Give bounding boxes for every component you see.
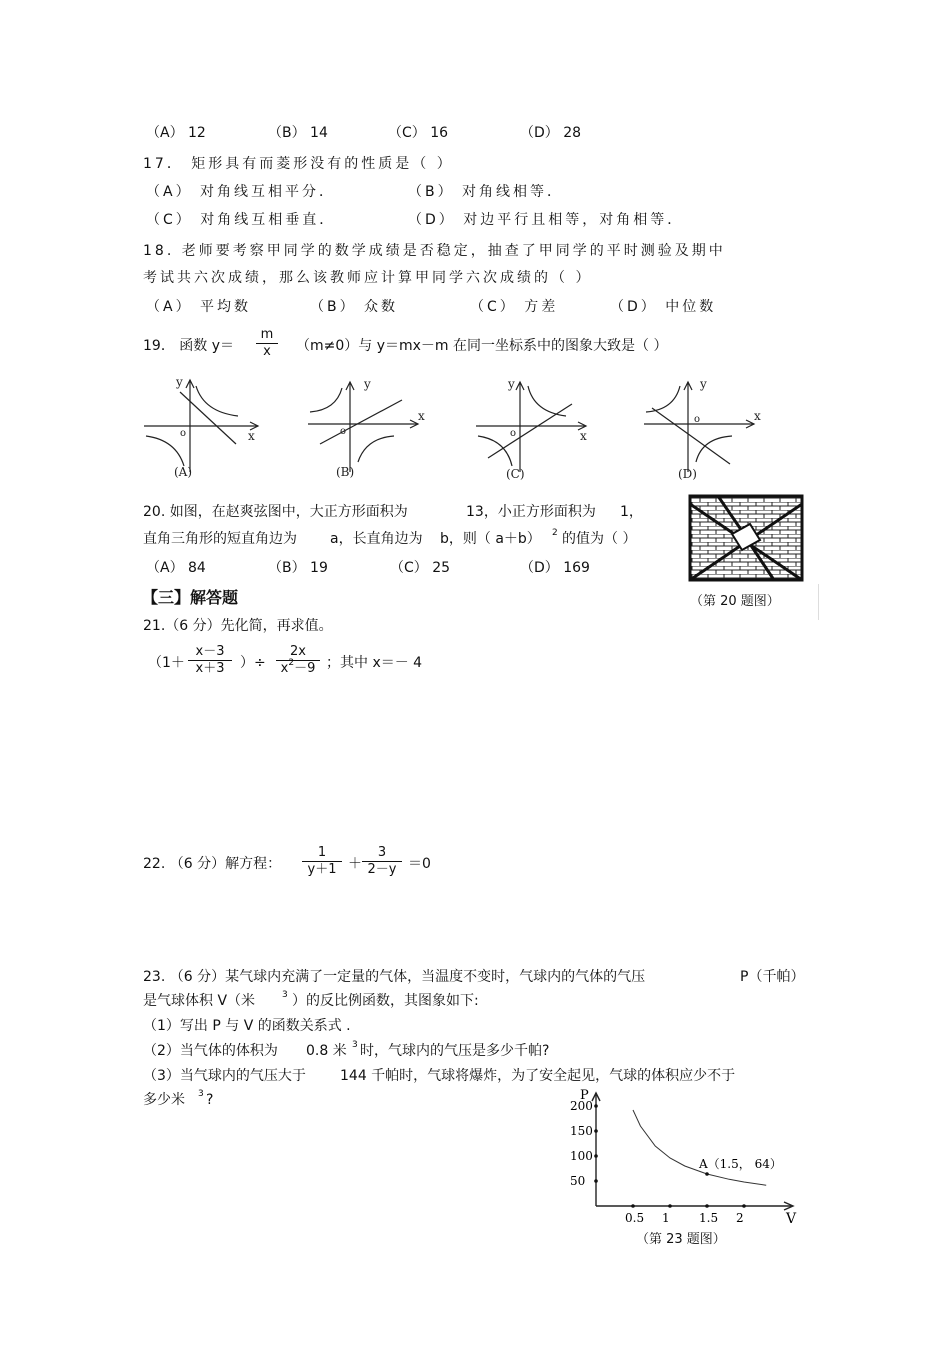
- graph-b: [308, 382, 418, 472]
- graph-c-label: (C): [506, 467, 525, 481]
- q21-stem: 21.（6 分）先化简，再求值。: [143, 618, 333, 634]
- q23-part-4b: ?: [206, 1092, 214, 1108]
- q22-plus: ＋: [348, 856, 362, 872]
- y-tick-label: 100: [570, 1149, 593, 1163]
- q22-fraction-2: [362, 845, 402, 878]
- graph-d: [644, 382, 754, 472]
- hyperbola-curve: [633, 1110, 766, 1185]
- x-tick-mark: [668, 1204, 672, 1208]
- q20-line1-c: 1，: [620, 504, 643, 520]
- q17-stem: 17． 矩形具有而菱形没有的性质是（ ）: [143, 156, 454, 172]
- graph-a-x: x: [248, 429, 255, 443]
- q18-option-c: （C） 方差: [470, 299, 559, 315]
- q19-suffix: （m≠0）与 y＝mx－m 在同一坐标系中的图象大致是（ ）: [296, 338, 668, 354]
- q20-line2-c: b，则（ a＋b）: [440, 531, 541, 547]
- q23-part-1: （1）写出 P 与 V 的函数关系式 .: [143, 1018, 351, 1034]
- graph-a-y: y: [176, 375, 183, 389]
- q16-option-a: （A） 12: [146, 125, 206, 141]
- q20-option-b: （B） 19: [268, 560, 328, 576]
- q23-part-2b: 0.8 米: [306, 1043, 347, 1059]
- q17-option-d: （D） 对边平行且相等，对角相等．: [408, 212, 685, 228]
- q22-f1-denominator: y＋1: [307, 862, 337, 877]
- graph-d-y: y: [700, 377, 707, 391]
- graph-c-x: x: [580, 429, 587, 443]
- q20-line1-b: 13，小正方形面积为: [466, 504, 596, 520]
- q19-numerator: m: [256, 327, 278, 344]
- q19-denominator: x: [263, 344, 271, 359]
- graph-d-x: x: [754, 409, 761, 423]
- q23-part-3a: （3）当气球内的气压大于: [143, 1068, 306, 1084]
- graph-c-y: y: [508, 377, 515, 391]
- x-tick-label: 0.5: [625, 1211, 645, 1225]
- q22-eq: ＝0: [408, 856, 431, 872]
- x-tick-mark: [742, 1204, 746, 1208]
- q18-option-d: （D） 中位数: [610, 299, 717, 315]
- q19-graphs: [140, 372, 780, 484]
- q18-line1: 18. 老师要考察甲同学的数学成绩是否稳定，抽查了甲同学的平时测验及期中: [143, 243, 726, 259]
- q21-f2-numerator: 2x: [276, 644, 320, 661]
- y-tick-label: 150: [570, 1124, 593, 1138]
- q20-caption: （第 20 题图）: [690, 594, 780, 609]
- y-tick-mark: [594, 1104, 598, 1108]
- q23-part-4a: 多少米: [143, 1092, 185, 1108]
- q23-part-2a: （2）当气体的体积为: [143, 1043, 278, 1059]
- q23-part-3b: 144 千帕时，气球将爆炸，为了安全起见，气球的体积应少不于: [340, 1068, 736, 1084]
- q20-line1-a: 20. 如图，在赵爽弦图中，大正方形面积为: [143, 504, 408, 520]
- q23-line1-b: P（千帕）: [740, 969, 805, 985]
- graph-a-label: (A): [174, 465, 193, 479]
- q18-option-a: （A） 平均数: [146, 299, 252, 315]
- y-tick-label: 50: [570, 1174, 586, 1188]
- q20-line2-sup: 2: [552, 528, 558, 538]
- q22-fraction-1: [302, 845, 342, 878]
- q23-caption: （第 23 题图）: [636, 1232, 726, 1247]
- graph-b-o: o: [340, 426, 347, 437]
- q23-line2-a: 是气球体积 V（米: [143, 993, 256, 1009]
- q17-option-a: （A） 对角线互相平分．: [146, 184, 337, 200]
- q23-line2-sup: 3: [282, 990, 288, 1000]
- q21-mid: ）÷: [240, 655, 266, 671]
- y-axis-label: P: [580, 1088, 589, 1103]
- x-tick-label: 1: [662, 1211, 670, 1225]
- q23-line2-b: ）的反比例函数，其图象如下:: [292, 993, 479, 1009]
- graph-b-y: y: [364, 377, 371, 391]
- q23-part-2-sup: 3: [352, 1040, 358, 1050]
- q21-f2-denominator: $x^2-9$: [280, 658, 316, 676]
- x-tick-label: 2: [736, 1211, 744, 1225]
- q18-option-b: （B） 众数: [310, 299, 399, 315]
- q22-f1-numerator: 1: [302, 845, 342, 862]
- q22-f2-numerator: 3: [362, 845, 402, 862]
- y-tick-mark: [594, 1179, 598, 1183]
- q23-line1-a: 23. （6 分）某气球内充满了一定量的气体，当温度不变时，气球内的气体的气压: [143, 969, 646, 985]
- q20-option-c: （C） 25: [390, 560, 451, 576]
- q19-prefix: 19． 函数 y＝: [143, 338, 234, 354]
- q16-option-b: （B） 14: [268, 125, 328, 141]
- x-tick-mark: [705, 1204, 709, 1208]
- q16-option-c: （C） 16: [388, 125, 449, 141]
- graph-b-label: (B): [336, 465, 355, 479]
- y-tick-label: 200: [570, 1099, 593, 1113]
- q21-open: （1＋: [148, 655, 185, 671]
- q17-option-b: （B） 对角线相等．: [408, 184, 565, 200]
- q21-f1-denominator: x＋3: [195, 661, 225, 676]
- q21-f1-numerator: x－3: [188, 644, 232, 661]
- zhao-shuang-figure: [688, 494, 806, 584]
- x-tick-label: 1.5: [699, 1211, 719, 1225]
- point-a: [705, 1172, 709, 1176]
- graph-d-label: (D): [678, 467, 697, 481]
- graph-b-x: x: [418, 409, 425, 423]
- point-a-label: A（1.5， 64）: [699, 1157, 782, 1171]
- q22-f2-denominator: 2－y: [367, 862, 397, 877]
- q21-fraction-1: [188, 644, 232, 677]
- graph-c: [476, 382, 586, 472]
- q20-line2-d: 的值为（ ）: [562, 531, 637, 547]
- q20-line2-b: a，长直角边为: [330, 531, 423, 547]
- q21-tail: ；其中 x＝－ 4: [326, 655, 423, 671]
- x-tick-mark: [631, 1204, 635, 1208]
- graph-a: [144, 380, 258, 472]
- q16-option-d: （D） 28: [520, 125, 582, 141]
- pressure-volume-chart: [560, 1085, 810, 1255]
- q23-part-2c: 时，气球内的气压是多少千帕?: [360, 1043, 550, 1059]
- q20-line2-a: 直角三角形的短直角边为: [143, 531, 297, 547]
- graph-d-o: o: [694, 414, 701, 425]
- section-heading: 【三】解答题: [142, 588, 239, 607]
- q23-part-4-sup: 3: [198, 1089, 204, 1099]
- y-tick-mark: [594, 1129, 598, 1133]
- x-axis-label: V: [786, 1211, 797, 1227]
- q18-line2: 考试共六次成绩，那么该教师应计算甲同学六次成绩的（ ）: [143, 270, 593, 286]
- q17-option-c: （C） 对角线互相垂直．: [146, 212, 337, 228]
- y-tick-mark: [594, 1154, 598, 1158]
- q19-fraction: [256, 327, 278, 360]
- graph-a-o: o: [180, 428, 187, 439]
- q22-stem: 22. （6 分）解方程：: [143, 856, 282, 872]
- q21-fraction-2: [276, 644, 320, 678]
- q20-option-d: （D） 169: [520, 560, 590, 576]
- graph-c-o: o: [510, 428, 517, 439]
- q20-option-a: （A） 84: [146, 560, 206, 576]
